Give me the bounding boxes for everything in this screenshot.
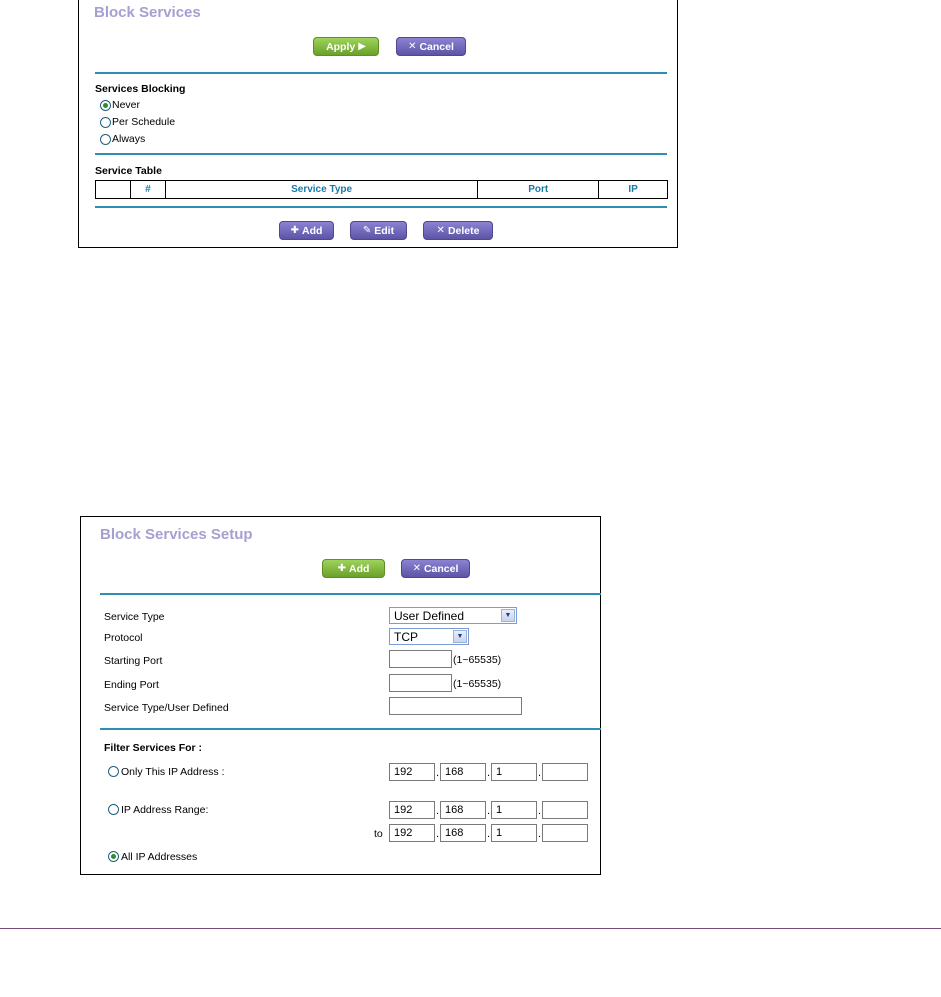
divider-middle <box>95 153 667 155</box>
range-from-octet-4[interactable] <box>542 801 588 819</box>
service-type-select[interactable] <box>389 607 517 624</box>
radio-per-schedule[interactable] <box>100 117 111 128</box>
service-table-heading: Service Table <box>95 165 162 177</box>
radio-always-label: Always <box>112 133 146 145</box>
user-defined-input[interactable] <box>389 697 522 715</box>
setup-divider-top <box>100 593 601 595</box>
radio-only-this-ip[interactable] <box>108 766 119 777</box>
service-table <box>95 180 668 199</box>
range-to-octet-2[interactable] <box>440 824 486 842</box>
delete-label: Delete <box>447 224 480 237</box>
divider-bottom <box>95 206 667 208</box>
block-services-title: Block Services <box>94 4 201 21</box>
ending-port-hint: (1~65535) <box>453 678 502 690</box>
col-service-type: Service Type <box>165 181 477 199</box>
radio-per-schedule-label: Per Schedule <box>112 116 176 128</box>
close-icon: ✕ <box>408 41 417 52</box>
setup-cancel-button[interactable] <box>401 559 470 578</box>
col-ip: IP <box>599 181 668 199</box>
radio-always[interactable] <box>100 134 111 145</box>
col-number: # <box>130 181 165 199</box>
col-port: Port <box>478 181 599 199</box>
ip-range-label: IP Address Range: <box>121 804 209 816</box>
filter-heading: Filter Services For : <box>104 742 203 754</box>
setup-title: Block Services Setup <box>100 526 253 543</box>
only-ip-octet-1[interactable] <box>389 763 435 781</box>
edit-button[interactable] <box>350 221 407 240</box>
pencil-icon: ✎ <box>362 225 372 236</box>
range-from-octet-2[interactable] <box>440 801 486 819</box>
block-services-setup-panel: Block Services Setup ✚ Add ✕ Cancel Service Type User Defined ▼ Protocol TCP ▼ Starting Port (1~65535) Ending Port (1~65535) Service Type/User Defined Filter Services For : Only This IP Address : 192 . 168 . 1 . IP Address Range: 192 . 168 . 1 . to 192 . 168 . 1 . All IP Addresses <box>80 516 601 875</box>
only-ip-octet-3[interactable] <box>491 763 537 781</box>
divider-top <box>95 72 667 74</box>
setup-add-button[interactable] <box>322 559 385 578</box>
only-ip-label: Only This IP Address : <box>121 766 225 778</box>
plus-icon: ✚ <box>337 563 346 574</box>
all-ip-label: All IP Addresses <box>121 851 198 863</box>
add-label: Add <box>301 224 323 237</box>
close-icon: ✕ <box>412 563 421 574</box>
cancel-label: Cancel <box>419 40 454 53</box>
only-ip-octet-4[interactable] <box>542 763 588 781</box>
range-from-octet-1[interactable] <box>389 801 435 819</box>
starting-port-hint: (1~65535) <box>453 654 502 666</box>
protocol-value: TCP <box>394 629 418 644</box>
range-to-label: to <box>374 828 383 840</box>
chevron-down-icon: ▼ <box>501 609 515 622</box>
setup-cancel-label: Cancel <box>423 562 459 575</box>
col-select <box>96 181 131 199</box>
range-to-octet-4[interactable] <box>542 824 588 842</box>
delete-button[interactable] <box>423 221 493 240</box>
starting-port-label: Starting Port <box>104 655 163 667</box>
starting-port-input[interactable] <box>389 650 452 668</box>
range-to-octet-1[interactable] <box>389 824 435 842</box>
plus-icon: ✚ <box>290 225 299 236</box>
close-icon: ✕ <box>436 225 445 236</box>
cancel-button[interactable] <box>396 37 466 56</box>
radio-never[interactable] <box>100 100 111 111</box>
services-blocking-heading: Services Blocking <box>95 83 186 95</box>
block-services-panel <box>78 0 678 248</box>
range-from-octet-3[interactable] <box>491 801 537 819</box>
ending-port-label: Ending Port <box>104 679 159 691</box>
page-footer-rule <box>0 928 941 929</box>
setup-divider-bottom <box>100 728 601 730</box>
ending-port-input[interactable] <box>389 674 452 692</box>
protocol-select[interactable] <box>389 628 469 645</box>
only-ip-octet-2[interactable] <box>440 763 486 781</box>
service-type-label: Service Type <box>104 611 165 623</box>
apply-label: Apply <box>326 40 356 53</box>
protocol-label: Protocol <box>104 632 143 644</box>
user-defined-label: Service Type/User Defined <box>104 702 229 714</box>
chevron-down-icon: ▼ <box>453 630 467 643</box>
setup-add-label: Add <box>348 562 370 575</box>
play-arrow-icon: ▶ <box>358 41 366 52</box>
table-header-row <box>96 181 668 199</box>
radio-never-label: Never <box>112 99 141 111</box>
radio-ip-range[interactable] <box>108 804 119 815</box>
add-button[interactable] <box>279 221 334 240</box>
apply-button[interactable] <box>313 37 379 56</box>
service-type-value: User Defined <box>394 608 465 623</box>
range-to-octet-3[interactable] <box>491 824 537 842</box>
radio-all-ip[interactable] <box>108 851 119 862</box>
edit-label: Edit <box>374 224 395 237</box>
